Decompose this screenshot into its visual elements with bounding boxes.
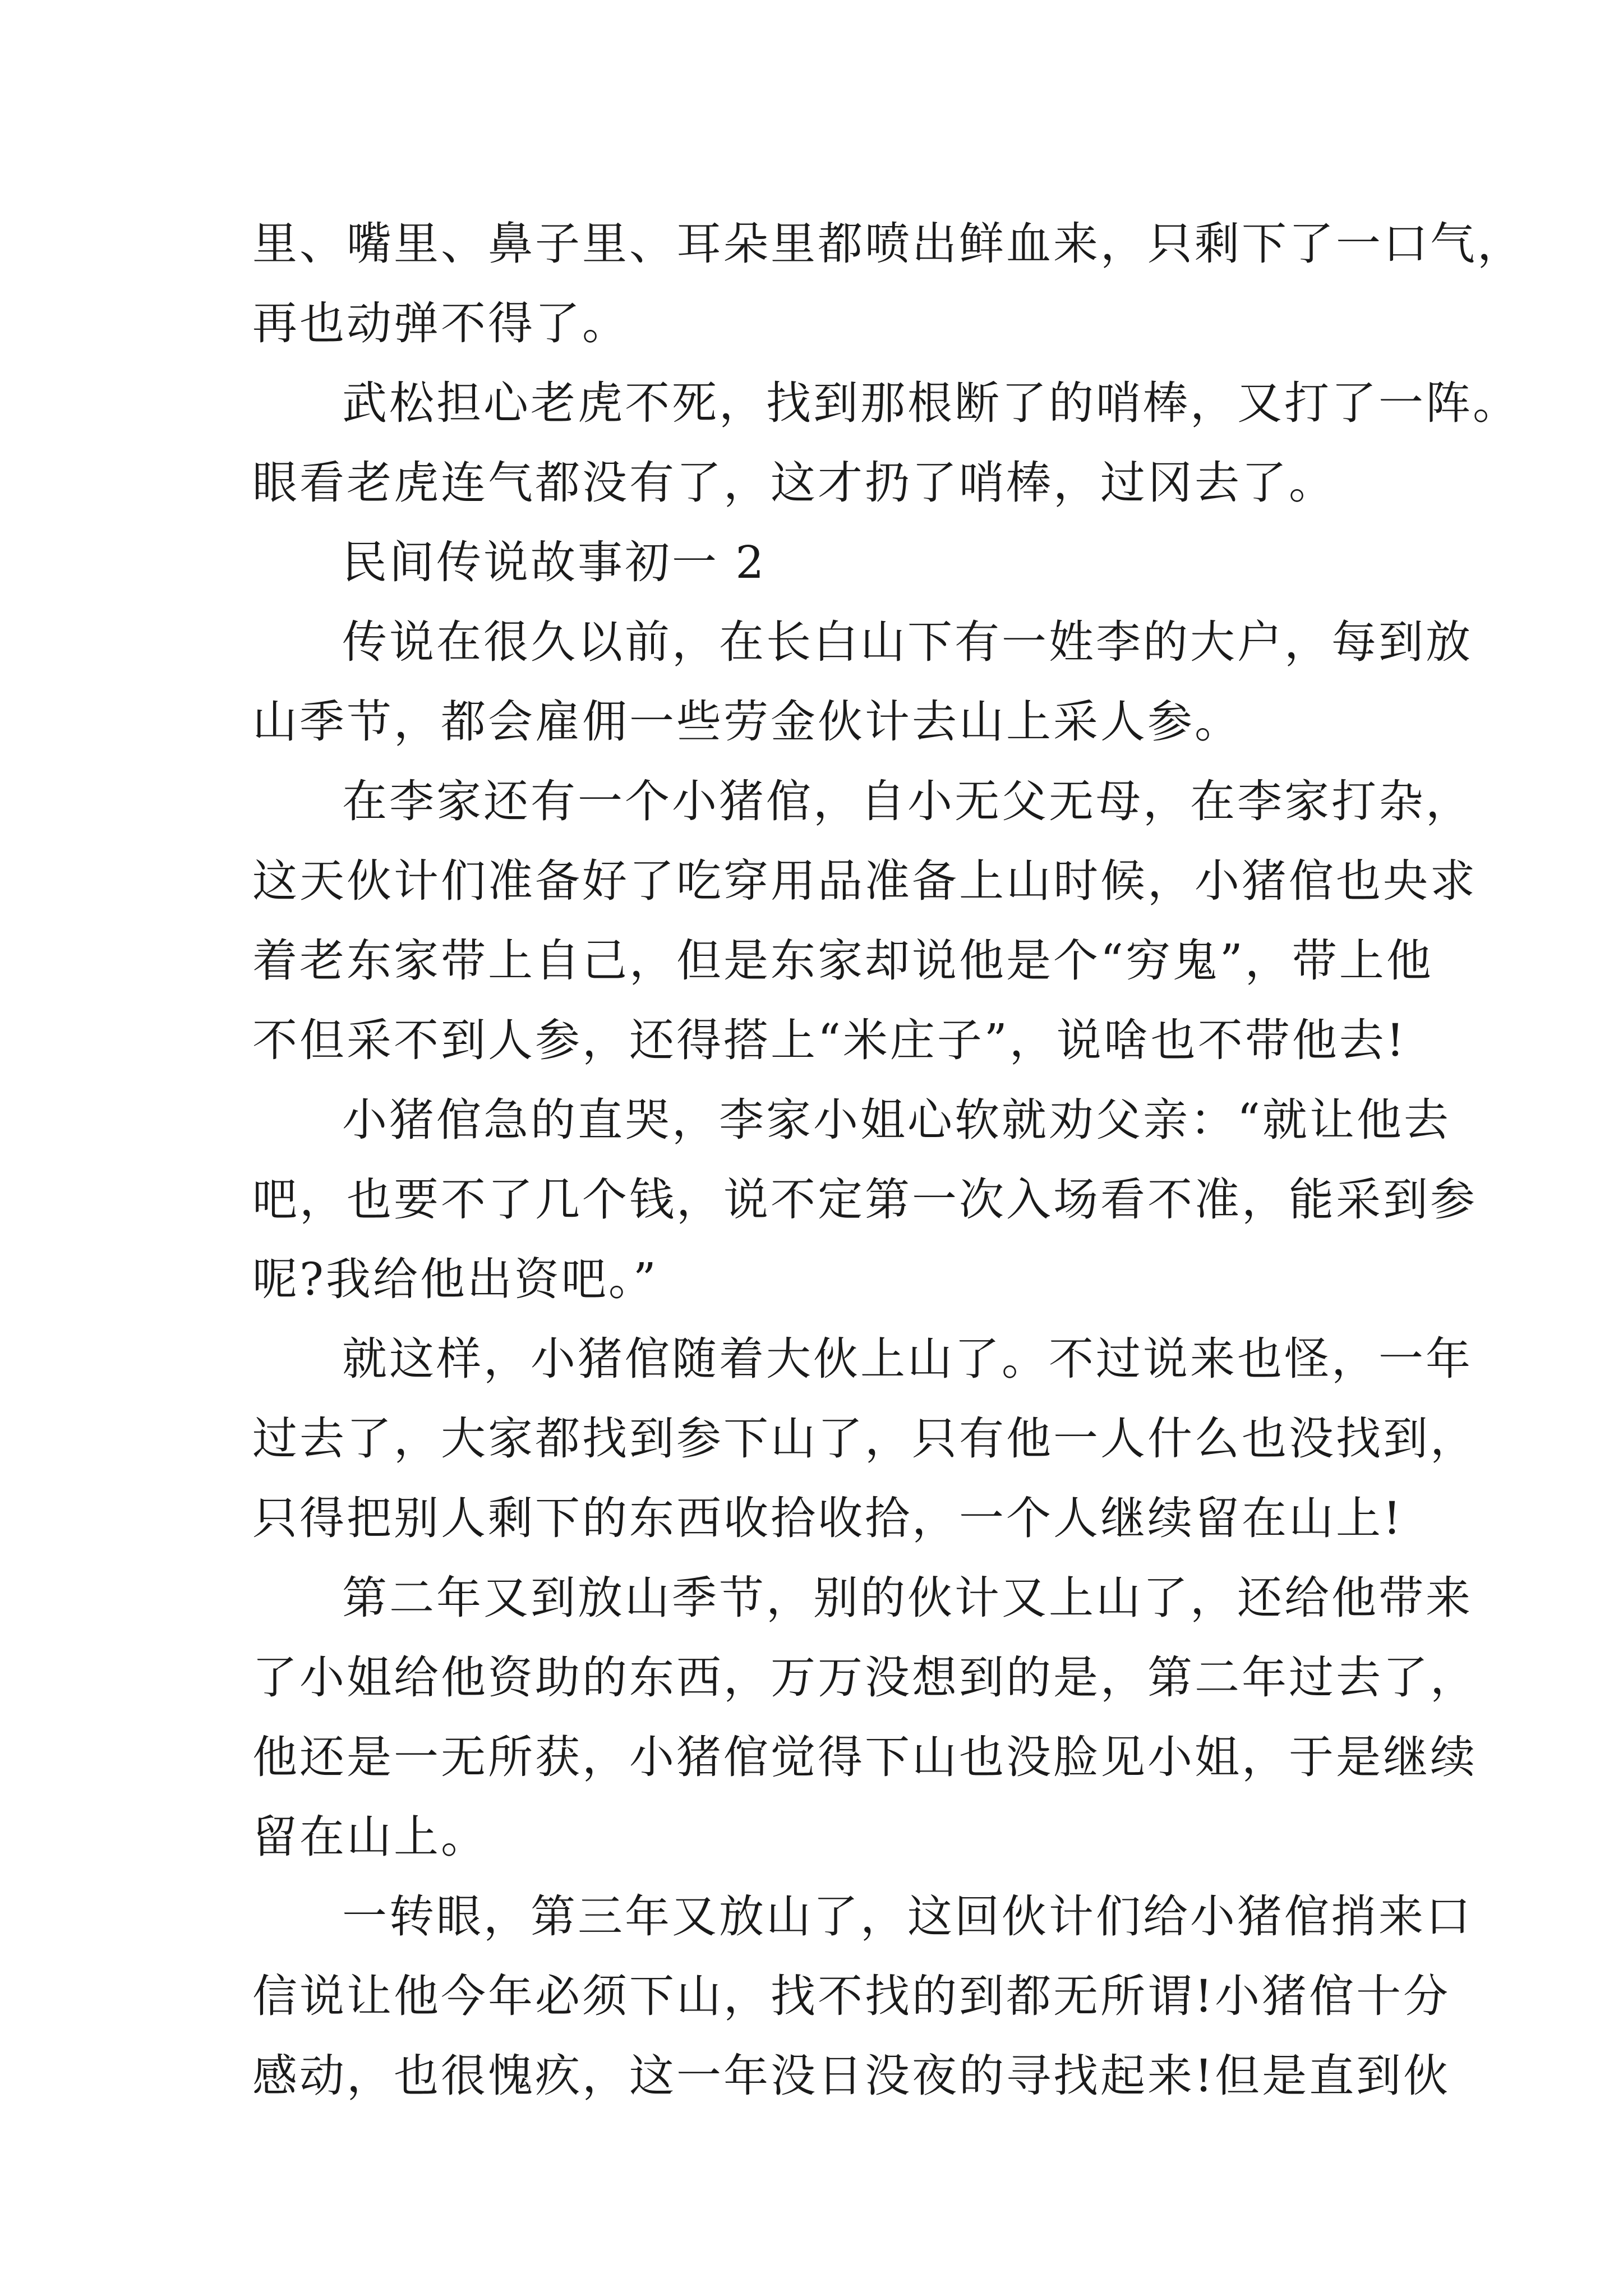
text-line: 第二年又到放山季节，别的伙计又上山了，还给他带来 xyxy=(342,1572,1473,1624)
text-line: 他还是一无所获，小猪倌觉得下山也没脸见小姐，于是继续 xyxy=(252,1731,1477,1783)
text-line: 过去了，大家都找到参下山了，只有他一人什么也没找到， xyxy=(252,1412,1477,1465)
text-line: 山季节，都会雇佣一些劳金伙计去山上采人参。 xyxy=(252,696,1242,748)
text-line: 信说让他今年必须下山，找不找的到都无所谓!小猪倌十分 xyxy=(252,1970,1451,2022)
text-line: 就这样，小猪倌随着大伙上山了。不过说来也怪，一年 xyxy=(342,1333,1473,1385)
text-line: 这天伙计们准备好了吃穿用品准备上山时候，小猪倌也央求 xyxy=(252,855,1477,907)
text-line: 武松担心老虎不死，找到那根断了的哨棒，又打了一阵。 xyxy=(342,377,1520,429)
section-heading: 民间传说故事初一 2 xyxy=(342,536,767,588)
text-line: 传说在很久以前，在长白山下有一姓李的大户，每到放 xyxy=(342,616,1473,668)
text-line: 吧，也要不了几个钱，说不定第一次入场看不准，能采到参 xyxy=(252,1174,1477,1226)
text-line: 留在山上。 xyxy=(252,1811,488,1863)
text-line: 小猪倌急的直哭，李家小姐心软就劝父亲：“就让他去 xyxy=(342,1094,1451,1146)
text-line: 着老东家带上自己，但是东家却说他是个“穷鬼”，带上他 xyxy=(252,935,1433,987)
text-line: 呢?我给他出资吧。” xyxy=(252,1253,658,1305)
text-line: 只得把别人剩下的东西收拾收拾，一个人继续留在山上! xyxy=(252,1492,1404,1544)
text-line: 里、嘴里、鼻子里、耳朵里都喷出鲜血来，只剩下了一口气， xyxy=(252,218,1524,270)
text-line: 一转眼，第三年又放山了，这回伙计们给小猪倌捎来口 xyxy=(342,1890,1473,1943)
text-line: 感动，也很愧疚，这一年没日没夜的寻找起来!但是直到伙 xyxy=(252,2050,1451,2102)
text-line: 眼看老虎连气都没有了，这才扔了哨棒，过冈去了。 xyxy=(252,457,1336,509)
text-line: 了小姐给他资助的东西，万万没想到的是，第二年过去了， xyxy=(252,1651,1477,1704)
text-line: 再也动弹不得了。 xyxy=(252,297,629,349)
text-line: 不但采不到人参，还得搭上“米庄子”，说啥也不带他去! xyxy=(252,1014,1407,1066)
text-line: 在李家还有一个小猪倌，自小无父无母，在李家打杂， xyxy=(342,775,1473,827)
